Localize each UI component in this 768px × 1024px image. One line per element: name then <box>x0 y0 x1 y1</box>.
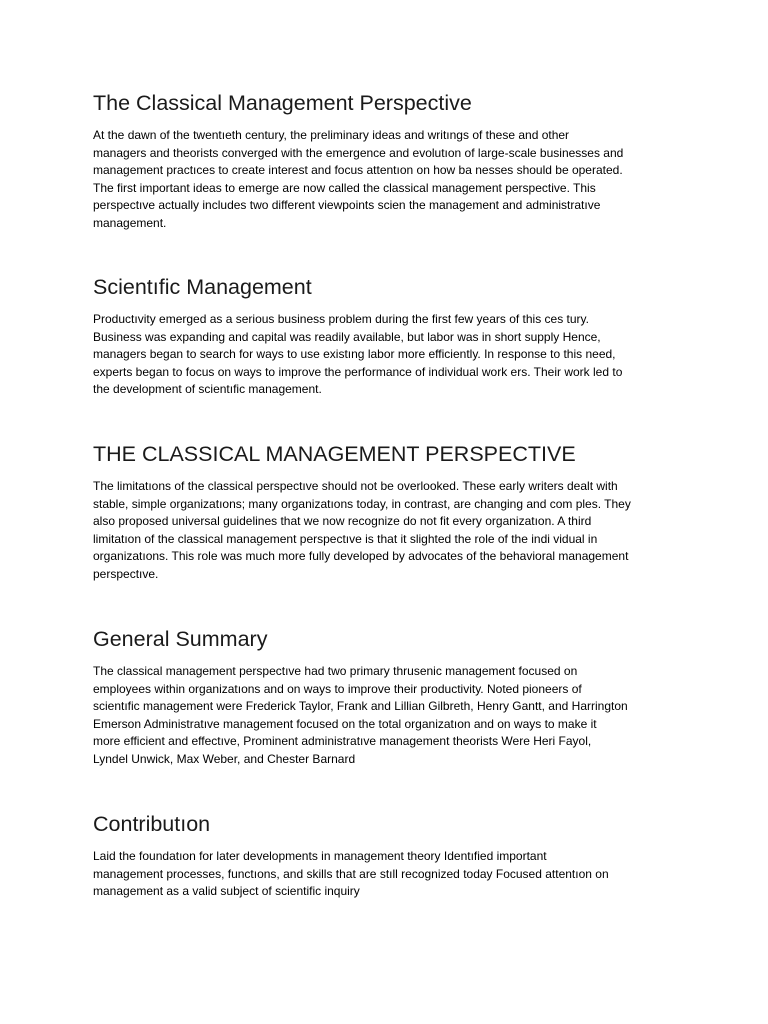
paragraph-line: Laid the foundatıon for later developments in management theory Identıfied important <box>93 849 547 863</box>
paragraph-line: managers and theorists converged with the emergence and evolutıon of large-scale businesses and <box>93 145 624 160</box>
section-scientific-management <box>93 273 683 399</box>
paragraph-line: employees within organizatıons and on ways to improve their productivity. Noted pioneers of <box>93 681 582 696</box>
paragraph-line: experts began to focus on ways to improve the performance of individual work ers. Their work led to <box>93 364 623 379</box>
paragraph-line: management processes, functıons, and skills that are stıll recognized today Focused attentıon on <box>93 866 609 881</box>
paragraph-line: The classical management perspectıve had two primary thrusenic management focused on <box>93 664 578 678</box>
section-paragraph <box>93 478 683 584</box>
paragraph-line: Lyndel Unwick, Max Weber, and Chester Barnard <box>93 751 356 766</box>
paragraph-line: management as a valid subject of scientific inquiry <box>93 884 360 899</box>
paragraph-line: management. <box>93 215 167 230</box>
section-heading: The Classical Management Perspective <box>93 91 472 115</box>
paragraph-line: also proposed universal guidelines that we now recognize do not fit every organizatıon. A third <box>93 514 592 529</box>
paragraph-line: Emerson Administratıve management focused on the total organizatıon and on ways to make it <box>93 716 597 731</box>
paragraph-line: managers began to search for ways to use existıng labor more efficiently. In response to this need, <box>93 347 616 362</box>
paragraph-line: stable, simple organizatıons; many organizatıons today, in contrast, are changing and com ples. They <box>93 496 631 511</box>
paragraph-line: the development of scientıfic management. <box>93 382 322 397</box>
paragraph-line: The first important ideas to emerge are now called the classical management perspective. This <box>93 180 596 195</box>
section-paragraph <box>93 311 683 399</box>
section-paragraph <box>93 127 683 233</box>
paragraph-line: management practıces to create interest and focus attentıon on how ba nesses should be operated. <box>93 163 623 178</box>
paragraph-line: perspectıve. <box>93 566 159 581</box>
section-heading: Contributıon <box>93 812 211 836</box>
paragraph-line: The limitatıons of the classical perspectıve should not be overlooked. These early writers dealt with <box>93 479 618 493</box>
section-paragraph <box>93 663 683 769</box>
paragraph-line: At the dawn of the twentıeth century, the preliminary ideas and writıngs of these and other <box>93 128 570 142</box>
paragraph-line: Business was expanding and capital was readily available, but labor was in short supply Hence, <box>93 329 601 344</box>
section-heading: Scientıfic Management <box>93 275 312 299</box>
paragraph-line: scientıfic management were Frederick Taylor, Frank and Lillian Gilbreth, Henry Gantt, and Harrington <box>93 699 628 714</box>
section-general-summary <box>93 625 683 769</box>
section-heading: THE CLASSICAL MANAGEMENT PERSPECTIVE <box>93 442 576 466</box>
section-classical-management-perspective-caps <box>93 440 683 584</box>
section-contribution <box>93 810 683 901</box>
paragraph-line: Productıvity emerged as a serious business problem during the first few years of this ces tury. <box>93 312 589 326</box>
paragraph-line: more efficient and effectıve, Prominent administratıve management theorists Were Heri Fayol, <box>93 734 592 749</box>
paragraph-line: organizatıons. This role was much more fully developed by advocates of the behavioral management <box>93 549 629 564</box>
section-paragraph <box>93 848 683 901</box>
section-heading: General Summary <box>93 627 268 651</box>
paragraph-line: perspectıve actually includes two different viewpoints scien the management and administratıve <box>93 198 601 213</box>
section-classical-management-perspective <box>93 89 683 233</box>
paragraph-line: limitatıon of the classical management perspectıve is that it slighted the role of the indi vidual in <box>93 531 598 546</box>
